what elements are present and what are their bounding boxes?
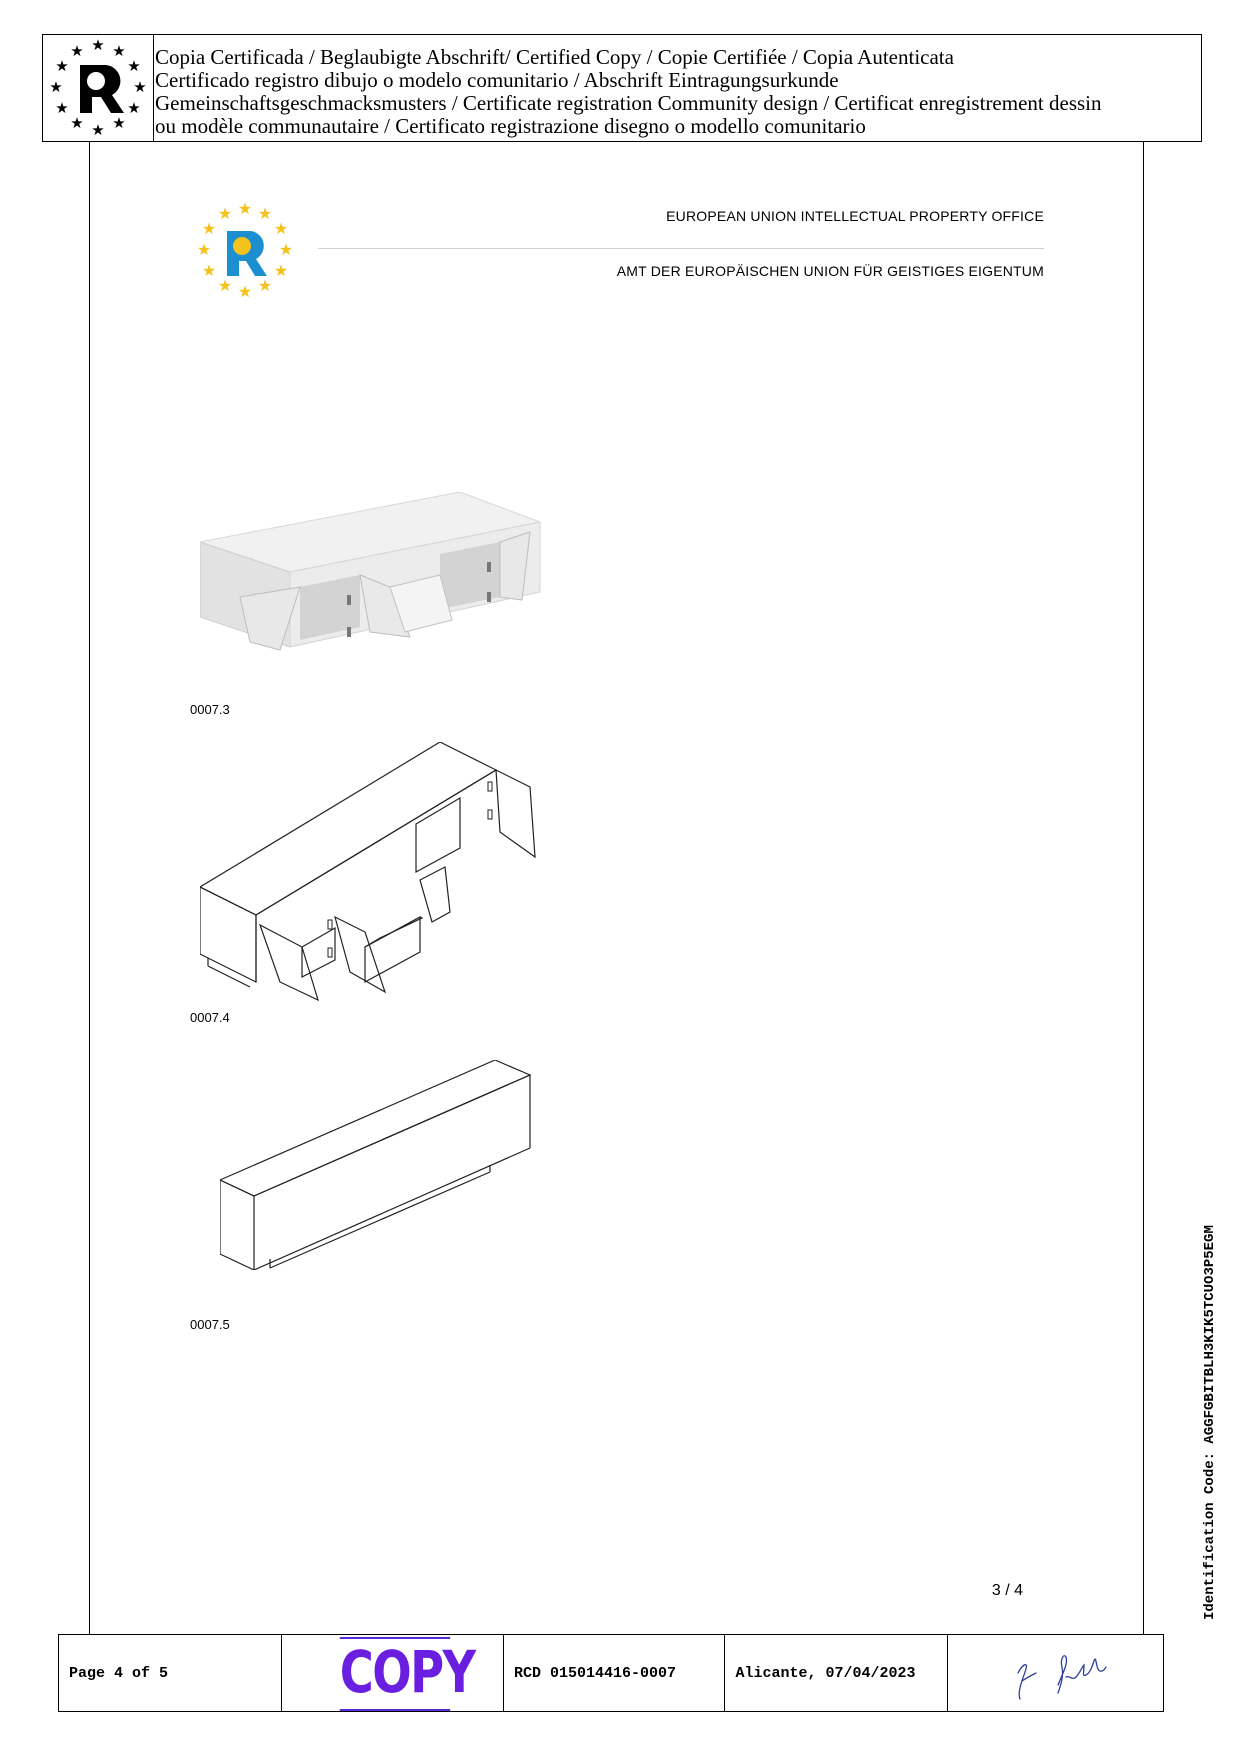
- euipo-stars-logo: [43, 35, 154, 141]
- svg-text:★: ★: [55, 57, 69, 75]
- svg-text:★: ★: [201, 219, 217, 238]
- office-name-english: EUROPEAN UNION INTELLECTUAL PROPERTY OFFICE: [666, 208, 1044, 224]
- svg-text:★: ★: [127, 57, 141, 75]
- svg-text:★: ★: [55, 99, 69, 117]
- svg-text:★: ★: [49, 78, 63, 96]
- svg-text:★: ★: [273, 219, 289, 238]
- svg-text:★: ★: [70, 42, 84, 60]
- svg-text:★: ★: [237, 199, 253, 218]
- copy-stamp: COPY: [339, 1637, 449, 1711]
- svg-text:★: ★: [257, 276, 273, 295]
- svg-text:★: ★: [201, 261, 217, 280]
- svg-text:★: ★: [237, 282, 253, 301]
- svg-text:★: ★: [127, 99, 141, 117]
- view-label: 0007.4: [190, 1010, 230, 1025]
- design-view-line-closed: [220, 1060, 570, 1275]
- view-label: 0007.3: [190, 702, 230, 717]
- header-divider: [318, 248, 1044, 249]
- view-label: 0007.5: [190, 1317, 230, 1332]
- identification-code: Identification Code: AGGFGBITBLH3KIK5TCUO3P5EGM: [1202, 1225, 1218, 1620]
- svg-text:★: ★: [91, 36, 105, 54]
- banner-line: Certificado registro dibujo o modelo comunitario / Abschrift Eintragungsurkunde: [155, 68, 839, 92]
- design-sheet: [89, 142, 1144, 1635]
- banner-line: Copia Certificada / Beglaubigte Abschrift/ Certified Copy / Copie Certifiée / Copia Autenticata: [155, 45, 954, 69]
- euipo-logo: [190, 197, 300, 307]
- svg-text:★: ★: [217, 276, 233, 295]
- footer-place-date: Alicante, 07/04/2023: [725, 1635, 948, 1711]
- sheet-page-number: 3 / 4: [991, 1582, 1023, 1599]
- svg-text:★: ★: [217, 204, 233, 223]
- design-view-line-open: [200, 742, 600, 1017]
- certificate-footer: [58, 1634, 1164, 1712]
- svg-text:★: ★: [112, 114, 126, 132]
- banner-line: Gemeinschaftsgeschmacksmusters / Certificate registration Community design / Certificat enregistrement dessin: [155, 91, 1102, 115]
- footer-stamp-cell: [282, 1635, 504, 1711]
- svg-text:★: ★: [278, 240, 294, 259]
- banner-line: ou modèle communautaire / Certificato registrazione disegno o modello comunitario: [155, 114, 866, 138]
- design-view-render: [200, 492, 590, 677]
- svg-text:★: ★: [70, 114, 84, 132]
- svg-text:★: ★: [257, 204, 273, 223]
- svg-text:★: ★: [196, 240, 212, 259]
- office-name-german: AMT DER EUROPÄISCHEN UNION FÜR GEISTIGES EIGENTUM: [616, 263, 1044, 279]
- svg-text:★: ★: [91, 121, 105, 139]
- svg-text:★: ★: [133, 78, 147, 96]
- footer-rcd-number: RCD 015014416-0007: [504, 1635, 726, 1711]
- svg-text:★: ★: [112, 42, 126, 60]
- svg-text:★: ★: [273, 261, 289, 280]
- certified-copy-banner: [42, 34, 1202, 142]
- signature: [948, 1635, 1163, 1711]
- banner-text: [155, 46, 1195, 138]
- footer-page-count: Page 4 of 5: [59, 1635, 282, 1711]
